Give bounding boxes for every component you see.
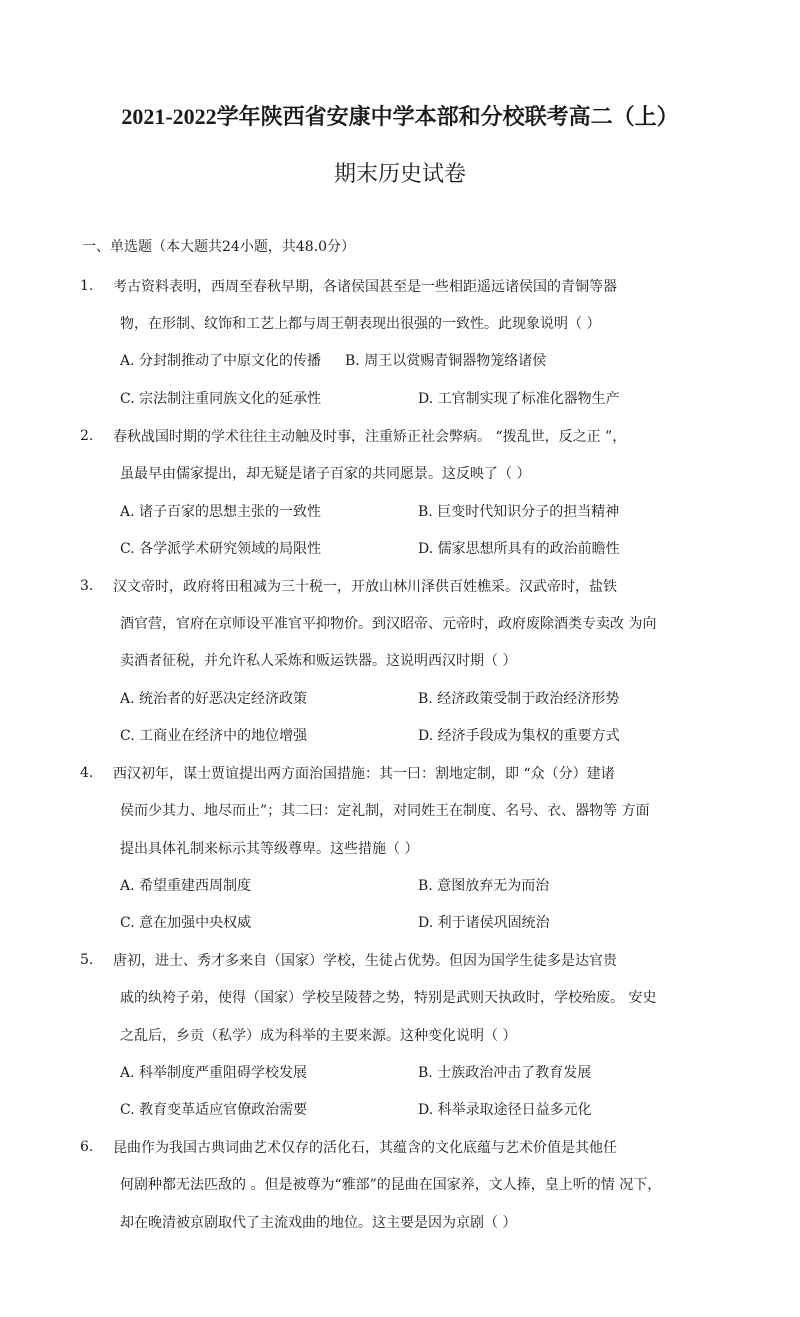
- question-stem-line: 之乱后，乡贡（私学）成为科举的主要来源。这种变化说明（ ）: [120, 1028, 517, 1044]
- option-a: A. 科举制度严重阻碍学校发展: [120, 1065, 308, 1081]
- option-a: A. 分封制推动了中原文化的传播: [120, 353, 322, 369]
- question-stem-line: 提出具体礼制来标示其等级尊卑。这些措施（ ）: [120, 841, 419, 857]
- question-stem-line: 西汉初年，谋士贾谊提出两方面治国措施：其一曰：割地定制，即 “众（分）建诸: [113, 766, 615, 782]
- question-number: 1.: [80, 278, 94, 294]
- exam-title-line2: 期末历史试卷: [333, 162, 466, 187]
- question-number: 4.: [80, 765, 94, 781]
- option-c: C. 教育变革适应官僚政治需要: [120, 1102, 308, 1118]
- option-d: D. 经济手段成为集权的重要方式: [418, 728, 620, 744]
- option-a: A. 希望重建西周制度: [120, 878, 252, 894]
- option-c: C. 宗法制注重同族文化的延承性: [120, 391, 322, 407]
- option-b: B. 士族政治冲击了教育发展: [418, 1065, 592, 1081]
- option-c: C. 各学派学术研究领域的局限性: [120, 541, 322, 557]
- section-heading: 一、单选题（本大题共24小题，共48.0分）: [82, 239, 355, 255]
- option-d: D. 利于诸侯巩固统治: [418, 915, 550, 931]
- option-b: B. 意图放弃无为而治: [418, 878, 550, 894]
- question-number: 5.: [80, 952, 94, 968]
- option-d: D. 科举录取途径日益多元化: [418, 1102, 592, 1118]
- option-b: B. 巨变时代知识分子的担当精神: [418, 504, 620, 520]
- question-number: 6.: [80, 1139, 94, 1155]
- option-c: C. 工商业在经济中的地位增强: [120, 728, 308, 744]
- option-a: A. 统治者的好恶决定经济政策: [120, 691, 308, 707]
- option-c: C. 意在加强中央权威: [120, 915, 252, 931]
- question-stem-line: 戚的纨袴子弟，使得（国家）学校呈陵替之势，特别是武则天执政时，学校殆废。 安史: [120, 990, 657, 1006]
- question-stem-line: 何剧种都无法匹敌的 。但是被尊为“雅部”的昆曲在国家养，文人捧，皇上听的情 况下，: [120, 1177, 662, 1193]
- question-stem-line: 酒官营，官府在京师设平准官平抑物价。到汉昭帝、元帝时，政府废除酒类专卖改 为向: [120, 616, 657, 632]
- option-a: A. 诸子百家的思想主张的一致性: [120, 504, 322, 520]
- question-stem-line: 昆曲作为我国古典词曲艺术仅存的活化石，其蕴含的文化底蕴与艺术价值是其他任: [113, 1140, 617, 1156]
- question-stem-line: 唐初，进士、秀才多来自（国家）学校，生徒占优势。但因为国学生徒多是达官贵: [113, 953, 617, 969]
- question-stem-line: 侯而少其力、地尽而止”；其二曰：定礼制，对同姓王在制度、名号、衣、器物等 方面: [120, 803, 650, 819]
- question-stem-line: 春秋战国时期的学术往往主动触及时事，注重矫正社会弊病。 “拨乱世，反之正 ”，: [113, 429, 627, 445]
- question-stem-line: 虽最早由儒家提出，却无疑是诸子百家的共同愿景。这反映了（ ）: [120, 466, 531, 482]
- question-stem-line: 汉文帝时，政府将田租减为三十税一，开放山林川泽供百姓樵采。汉武帝时，盐铁: [113, 579, 617, 595]
- question-number: 2.: [80, 428, 94, 444]
- question-stem-line: 却在晚清被京剧取代了主流戏曲的地位。这主要是因为京剧（ ）: [120, 1215, 517, 1231]
- option-d: D. 儒家思想所具有的政治前瞻性: [418, 541, 620, 557]
- exam-title-line1: 2021-2022学年陕西省安康中学本部和分校联考高二（上）: [121, 104, 679, 129]
- question-stem-line: 卖酒者征税，并允许私人采炼和贩运铁器。这说明西汉时期（ ）: [120, 653, 517, 669]
- question-stem-line: 考古资料表明，西周至春秋早期，各诸侯国甚至是一些相距遥远诸侯国的青铜等器: [113, 279, 617, 295]
- question-number: 3.: [80, 578, 94, 594]
- option-d: D. 工官制实现了标准化器物生产: [418, 391, 620, 407]
- option-b: B. 经济政策受制于政治经济形势: [418, 691, 620, 707]
- option-b: B. 周王以赏赐青铜器物笼络诸侯: [345, 353, 547, 369]
- question-stem-line: 物，在形制、纹饰和工艺上都与周王朝表现出很强的一致性。此现象说明（ ）: [120, 316, 601, 332]
